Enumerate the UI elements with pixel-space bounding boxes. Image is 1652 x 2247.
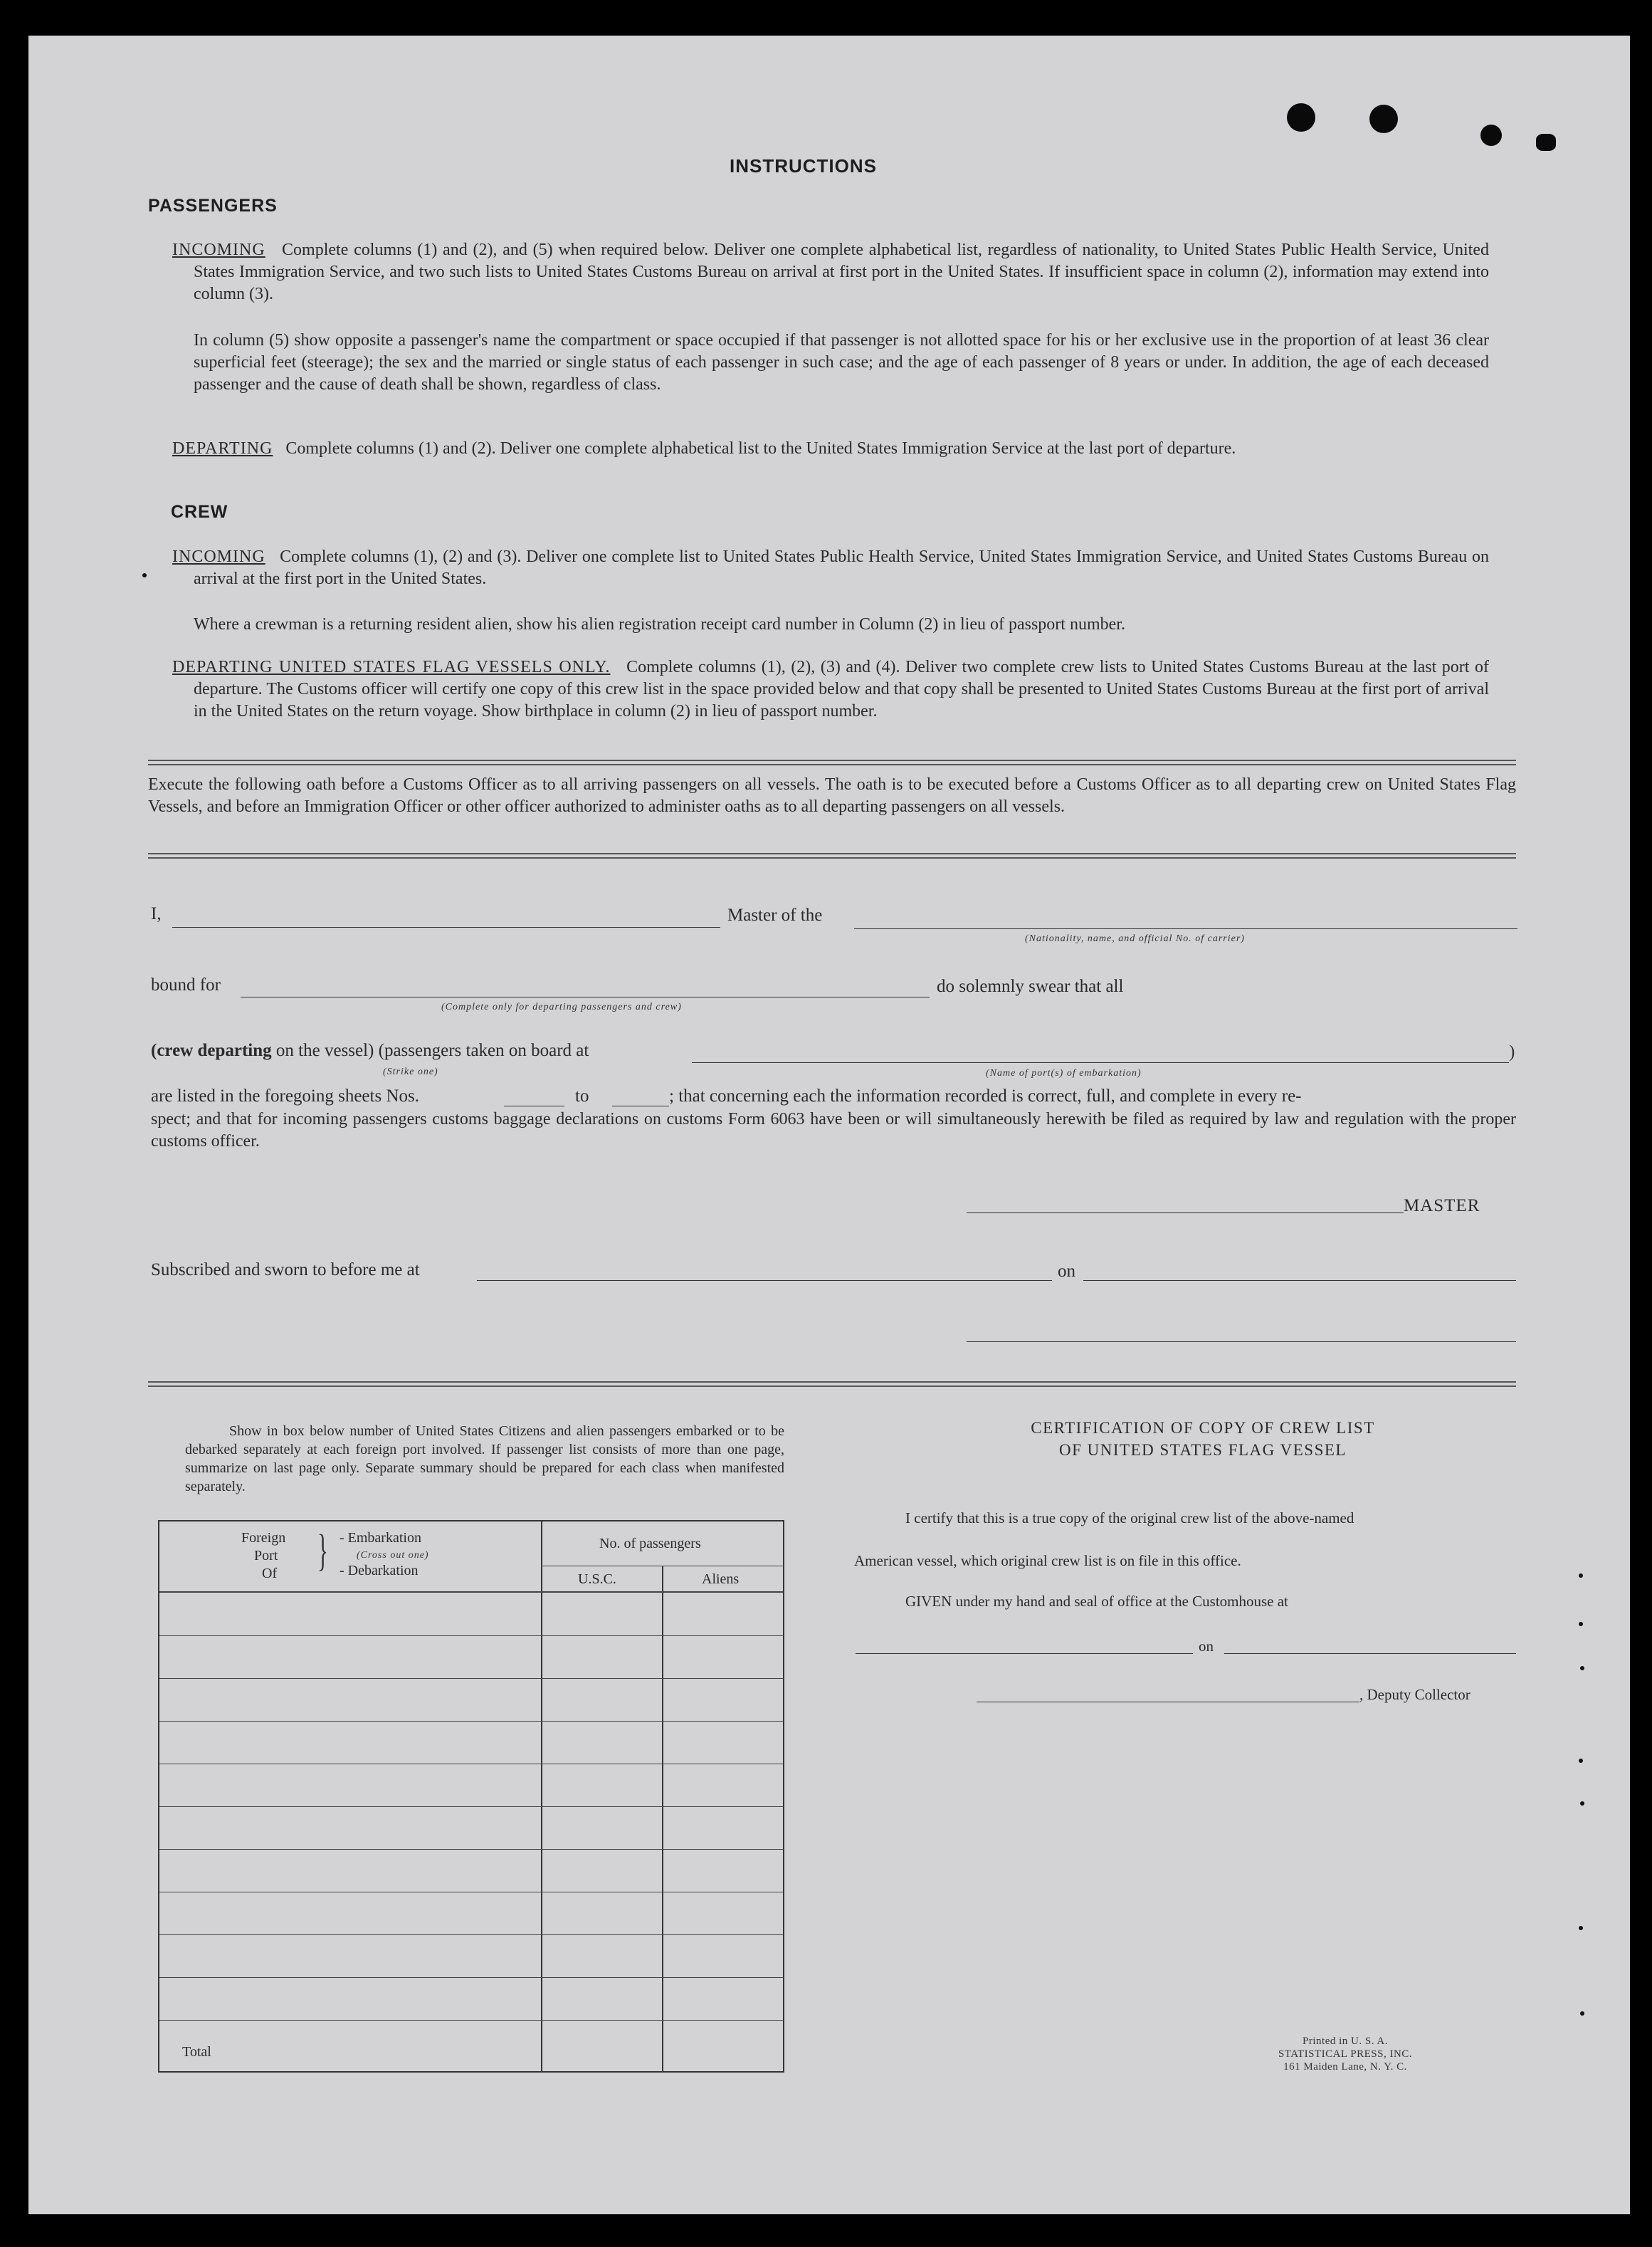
crew-resident-text: Where a crewman is a returning resident alien, show his alien registration receipt card number in Column (2) in lieu of passport number. (194, 615, 1125, 634)
cert-on-label: on (1199, 1638, 1214, 1655)
master-of-the-label: Master of the (727, 906, 823, 925)
table-row-line (159, 1678, 783, 1679)
certify-line1: I certify that this is a true copy of the original crew list of the above-named (905, 1509, 1354, 1526)
crew-incoming-text: Complete columns (1), (2) and (3). Deliver one complete list to United States Public Health Service, United States Immigration Service, and United States Customs Bureau on arrival at the first port in the United States. (194, 548, 1490, 588)
passengers-incoming-label: INCOMING (172, 241, 265, 259)
deputy-collector-label: , Deputy Collector (1359, 1686, 1471, 1703)
certification-title-line1: CERTIFICATION OF COPY OF CREW LIST (1031, 1419, 1375, 1437)
summary-table (158, 1520, 784, 2073)
edge-speck (1579, 1573, 1583, 1578)
punch-hole-3 (1480, 125, 1502, 146)
edge-speck (1580, 1801, 1584, 1806)
aliens-label: Aliens (702, 1571, 740, 1587)
passengers-departing-text: Complete columns (1) and (2). Deliver one complete alphabetical list to the United States Immigration Service at the last port of departure. (285, 439, 1236, 458)
crew-incoming-block (172, 546, 1489, 590)
strike-one-hint: (Strike one) (383, 1067, 438, 1077)
passengers-taken-option[interactable]: (passengers taken on board at (378, 1041, 589, 1060)
table-header-divider (159, 1591, 783, 1593)
crew-departing-text: Complete columns (1), (2), (3) and (4). Deliver two complete crew lists to United States Customs Bureau at the last port of departure. The Customs officer will certify one copy of this crew list in the space provided below and that copy shall be presented to United States Customs Bureau at the first port of arrival in the United States on the return voyage. Show birthplace in column (2) in lieu of passport number. (194, 658, 1489, 721)
sworn-date-field[interactable] (1083, 1280, 1516, 1281)
subscribed-label: Subscribed and sworn to before me at (151, 1260, 420, 1279)
edge-speck (1579, 1759, 1583, 1763)
usc-label: U.S.C. (578, 1571, 616, 1587)
column5-text: In column (5) show opposite a passenger's name the compartment or space occupied if that passenger is not allotted space for his or her exclusive use in the proportion of at least 36 clear superficial feet (steerage); the sex and the married or single status of each passenger in such case; and the age of each passenger of 8 years or under. In addition, the age of each deceased passenger and the cause of death shall be shown, regardless of class. (194, 331, 1489, 394)
divider-double (148, 853, 1516, 859)
crew-departing-label: DEPARTING UNITED STATES FLAG VESSELS ONLY. (172, 658, 611, 676)
printer-line3: 161 Maiden Lane, N. Y. C. (1283, 2061, 1407, 2073)
embarkation-label: - Embarkation (340, 1530, 421, 1546)
listed-sheets-text: are listed in the foregoing sheets Nos. (151, 1086, 419, 1106)
table-row-line (159, 1849, 783, 1850)
master-signature-field[interactable] (967, 1212, 1404, 1213)
passengers-departing-label: DEPARTING (172, 439, 273, 458)
ports-field[interactable] (692, 1062, 1509, 1063)
punch-hole-2 (1369, 105, 1398, 133)
swear-text: do solemnly swear that all (937, 977, 1124, 996)
divider-double (148, 1381, 1516, 1387)
printer-imprint (1238, 2035, 1452, 2073)
table-row-line (159, 1977, 783, 1978)
bound-for-label: bound for (151, 975, 221, 995)
table-divider (541, 1521, 542, 2071)
close-paren: ) (1509, 1042, 1515, 1062)
crew-departing-option[interactable]: (crew departing (151, 1041, 272, 1060)
edge-speck (1580, 2011, 1584, 2016)
table-row-line (159, 1721, 783, 1722)
punch-hole-1 (1287, 103, 1315, 132)
edge-speck (1580, 1666, 1584, 1670)
port-label: Port (254, 1548, 278, 1564)
passengers-incoming-text: Complete columns (1) and (2), and (5) when required below. Deliver one complete alphabetical list, regardless of nationality, to United States Public Health Service, United States Immigration Service, and two such lists to United States Customs Bureau on arrival at first port in the United States. If insufficient space in column (2), information may extend into column (3). (194, 241, 1490, 303)
oath-intro: Execute the following oath before a Customs Officer as to all arriving passengers on all vessels. The oath is to be executed before a Customs Officer as to all departing crew on United States Flag Vessels, and before an Immigration Officer or other officer authorized to administer oaths as to all departing passengers on all vessels. (148, 775, 1516, 816)
ports-hint: (Name of port(s) of embarkation) (986, 1068, 1142, 1079)
passengers-incoming-block (172, 239, 1489, 305)
table-row-line (159, 1934, 783, 1935)
foreign-label: Foreign (241, 1530, 286, 1546)
passengers-heading: PASSENGERS (148, 196, 278, 216)
table-row-line (159, 2020, 783, 2021)
edge-speck (1579, 1622, 1583, 1626)
vessel-clause (151, 1041, 589, 1061)
printer-line2: STATISTICAL PRESS, INC. (1278, 2048, 1413, 2060)
edge-speck (1579, 1926, 1583, 1930)
crew-heading: CREW (171, 502, 228, 522)
oath-i: I, (151, 904, 162, 923)
form-page (28, 36, 1630, 2214)
officer-signature-field[interactable] (967, 1341, 1516, 1342)
sheet-to-label: to (575, 1086, 589, 1106)
given-text: GIVEN under my hand and seal of office at the Customhouse at (905, 1593, 1288, 1610)
crew-departing-block (172, 656, 1489, 723)
table-divider (662, 1566, 663, 2071)
printer-line1: Printed in U. S. A. (1303, 2036, 1388, 2047)
customhouse-field[interactable] (856, 1653, 1193, 1654)
no-passengers-label: No. of passengers (599, 1536, 701, 1551)
page-title: INSTRUCTIONS (730, 155, 877, 177)
master-name-field[interactable] (172, 927, 720, 928)
certify-line2: American vessel, which original crew list is on file in this office. (854, 1552, 1241, 1569)
of-label: Of (262, 1566, 278, 1581)
table-row-line (159, 1806, 783, 1807)
master-label: MASTER (1404, 1196, 1480, 1215)
cross-out-hint: (Cross out one) (357, 1550, 429, 1561)
sworn-place-field[interactable] (477, 1280, 1052, 1281)
cert-date-field[interactable] (1224, 1653, 1516, 1654)
listed-sheets-text-b: ; that concerning each the information recorded is correct, full, and complete in every re- (669, 1086, 1302, 1106)
on-the-vessel: on the vessel) (271, 1041, 374, 1060)
oath-rest-text: spect; and that for incoming passengers customs baggage declarations on customs Form 6063 have been or will simultaneously herewith be filed as required by law and regulation with the proper customs officer. (151, 1110, 1516, 1151)
crew-incoming-label: INCOMING (172, 548, 265, 566)
punch-hole-4 (1536, 134, 1556, 151)
brace-icon: } (317, 1526, 328, 1575)
certification-title-line2: OF UNITED STATES FLAG VESSEL (1059, 1441, 1347, 1459)
passengers-departing-block (172, 438, 1489, 460)
divider-double (148, 760, 1516, 765)
carrier-field[interactable] (854, 928, 1517, 929)
certification-title (868, 1417, 1537, 1461)
carrier-hint: (Nationality, name, and official No. of carrier) (1025, 933, 1245, 944)
table-row-line (159, 1635, 783, 1636)
total-label: Total (182, 2044, 211, 2060)
debarkation-label: - Debarkation (340, 1563, 419, 1578)
edge-speck (142, 573, 147, 577)
summary-note: Show in box below number of United States Citizens and alien passengers embarked or to be debarked separately at each foreign port involved. If passenger list consists of more than one page, summarize on last page only. Separate summary should be prepared for each class when manifested separately. (185, 1423, 784, 1494)
bound-for-hint: (Complete only for departing passengers and crew) (441, 1002, 682, 1012)
sworn-on-label: on (1058, 1262, 1075, 1281)
